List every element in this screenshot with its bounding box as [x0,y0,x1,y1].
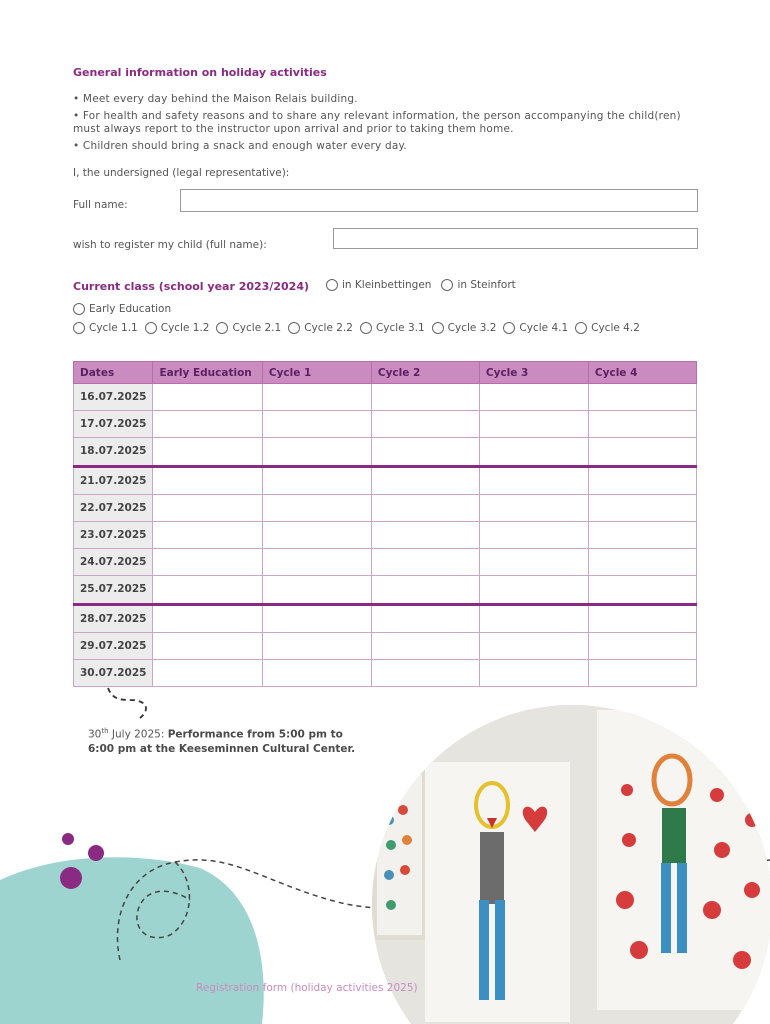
radio-circle[interactable] [575,322,587,334]
table-row [74,576,697,604]
selection-cell[interactable] [153,604,262,632]
radio-label: Cycle 4.2 [591,322,640,334]
selection-cell[interactable] [479,604,588,632]
radio-label: Early Education [89,303,172,315]
selection-cell[interactable] [153,549,262,576]
selection-cell[interactable] [153,466,262,494]
selection-cell[interactable] [371,576,479,604]
table-header-row [74,362,697,384]
location-options [326,279,516,291]
header-cycle-1: Cycle 1 [262,362,371,384]
selection-cell[interactable] [479,576,588,604]
date-cell: 22.07.2025 [74,494,153,521]
table-row [74,604,697,632]
cycle-options [73,322,640,334]
performance-note [88,724,355,756]
date-cell: 16.07.2025 [74,384,153,411]
selection-cell[interactable] [262,521,371,548]
middle-drawing [425,762,570,1022]
radio-cycle-2-2[interactable] [288,322,353,334]
selection-cell[interactable] [479,632,588,659]
full-name-field[interactable] [180,189,698,212]
radio-steinfort[interactable] [441,279,515,291]
table-row [74,494,697,521]
radio-label: Cycle 3.2 [447,322,497,334]
selection-cell[interactable] [371,604,479,632]
selection-cell[interactable] [262,384,371,411]
selection-cell[interactable] [371,384,479,411]
radio-circle[interactable] [145,322,157,334]
radio-label: Cycle 1.2 [160,322,210,334]
footer-text: Registration form (holiday activities 2025) [196,982,418,994]
selection-cell[interactable] [479,384,588,411]
dot-large [60,867,82,889]
selection-cell[interactable] [262,632,371,659]
selection-cell[interactable] [262,438,371,466]
date-cell: 17.07.2025 [74,411,153,438]
selection-cell[interactable] [588,659,696,686]
radio-label: Cycle 2.2 [304,322,353,334]
dashed-connector [108,688,146,718]
header-early-education: Early Education [153,362,262,384]
performance-day-suffix: th [101,727,109,735]
selection-cell[interactable] [262,659,371,686]
performance-date-rest: July 2025: [108,728,168,741]
radio-circle[interactable] [216,322,228,334]
selection-cell[interactable] [262,549,371,576]
child-name-label: wish to register my child (full name): [73,239,267,251]
early-education-option [73,300,171,319]
class-heading: Current class (school year 2023/2024) [73,280,309,293]
selection-cell[interactable] [479,438,588,466]
selection-cell[interactable] [262,604,371,632]
radio-circle[interactable] [432,322,444,334]
drawings-photo [367,700,770,1024]
performance-day: 30 [88,728,102,741]
selection-cell[interactable] [153,659,262,686]
bullet-item: • For health and safety reasons and to share any relevant information, the person accompanying the child(ren) must always report to the instructor upon arrival and prior to taking them home. [73,109,681,135]
radio-circle[interactable] [73,322,85,334]
selection-cell[interactable] [262,466,371,494]
selection-cell[interactable] [479,466,588,494]
table-row [74,659,697,686]
date-cell: 30.07.2025 [74,659,153,686]
table-row [74,438,697,466]
radio-cycle-4-2[interactable] [575,322,640,334]
bullet-item: • Meet every day behind the Maison Relais building. [73,93,358,105]
header-cycle-4: Cycle 4 [588,362,696,384]
selection-cell[interactable] [588,521,696,548]
radio-cycle-4-1[interactable] [503,322,568,334]
date-cell: 24.07.2025 [74,549,153,576]
selection-cell[interactable] [262,494,371,521]
header-dates: Dates [74,362,153,384]
radio-label: Cycle 4.1 [519,322,569,334]
radio-kleinbettingen[interactable] [326,279,431,291]
section-heading: General information on holiday activities [73,66,327,79]
selection-cell[interactable] [588,384,696,411]
performance-line-1: Performance from 5:00 pm to [167,728,343,741]
radio-circle[interactable] [360,322,372,334]
selection-cell[interactable] [262,411,371,438]
schedule-table [73,361,697,687]
selection-cell[interactable] [153,384,262,411]
dot-medium [88,845,104,861]
radio-label: Cycle 2.1 [232,322,282,334]
date-cell: 18.07.2025 [74,438,153,466]
radio-label: in Kleinbettingen [342,279,432,291]
bullet-item: • Children should bring a snack and enough water every day. [73,139,407,152]
table-row [74,632,697,659]
selection-cell[interactable] [371,521,479,548]
selection-cell[interactable] [588,632,696,659]
child-name-field[interactable] [333,228,698,249]
undersigned-label: I, the undersigned (legal representative): [73,167,290,179]
selection-cell[interactable] [588,466,696,494]
selection-cell[interactable] [371,438,479,466]
left-paper [377,775,422,935]
selection-cell[interactable] [479,521,588,548]
radio-cycle-1-2[interactable] [145,322,210,334]
selection-cell[interactable] [153,438,262,466]
radio-circle[interactable] [503,322,515,334]
right-drawing [597,710,770,1010]
radio-circle[interactable] [326,279,338,291]
selection-cell[interactable] [371,494,479,521]
radio-label: Cycle 1.1 [89,322,138,334]
selection-cell[interactable] [479,659,588,686]
radio-cycle-2-1[interactable] [216,322,281,334]
selection-cell[interactable] [153,411,262,438]
teal-blob [0,857,264,1024]
performance-line-2: 6:00 pm at the Keeseminnen Cultural Center. [88,742,356,755]
selection-cell[interactable] [588,576,696,604]
info-bullets [73,93,693,156]
radio-circle[interactable] [73,303,85,315]
date-cell: 25.07.2025 [74,576,153,604]
radio-circle[interactable] [441,279,453,291]
radio-circle[interactable] [288,322,300,334]
selection-cell[interactable] [588,549,696,576]
selection-cell[interactable] [588,438,696,466]
radio-label: Cycle 3.1 [375,322,425,334]
selection-cell[interactable] [153,521,262,548]
table-row [74,384,697,411]
selection-cell[interactable] [588,604,696,632]
radio-early-education[interactable] [73,303,171,315]
selection-cell[interactable] [588,494,696,521]
selection-cell[interactable] [588,411,696,438]
date-cell: 29.07.2025 [74,632,153,659]
radio-cycle-1-1[interactable] [73,322,138,334]
table-row [74,521,697,548]
date-cell: 23.07.2025 [74,521,153,548]
date-cell: 21.07.2025 [74,466,153,494]
full-name-label: Full name: [73,199,128,211]
selection-cell[interactable] [479,549,588,576]
radio-label: in Steinfort [457,279,516,291]
selection-cell[interactable] [262,576,371,604]
radio-cycle-3-1[interactable] [360,322,425,334]
selection-cell[interactable] [479,411,588,438]
selection-cell[interactable] [371,632,479,659]
table-row [74,549,697,576]
selection-cell[interactable] [479,494,588,521]
selection-cell[interactable] [153,576,262,604]
header-cycle-3: Cycle 3 [479,362,588,384]
selection-cell[interactable] [371,466,479,494]
table-row [74,466,697,494]
selection-cell[interactable] [371,411,479,438]
selection-cell[interactable] [371,659,479,686]
table-row [74,411,697,438]
radio-cycle-3-2[interactable] [432,322,497,334]
selection-cell[interactable] [371,549,479,576]
date-cell: 28.07.2025 [74,604,153,632]
selection-cell[interactable] [153,632,262,659]
dot-small [62,833,74,845]
selection-cell[interactable] [153,494,262,521]
header-cycle-2: Cycle 2 [371,362,479,384]
